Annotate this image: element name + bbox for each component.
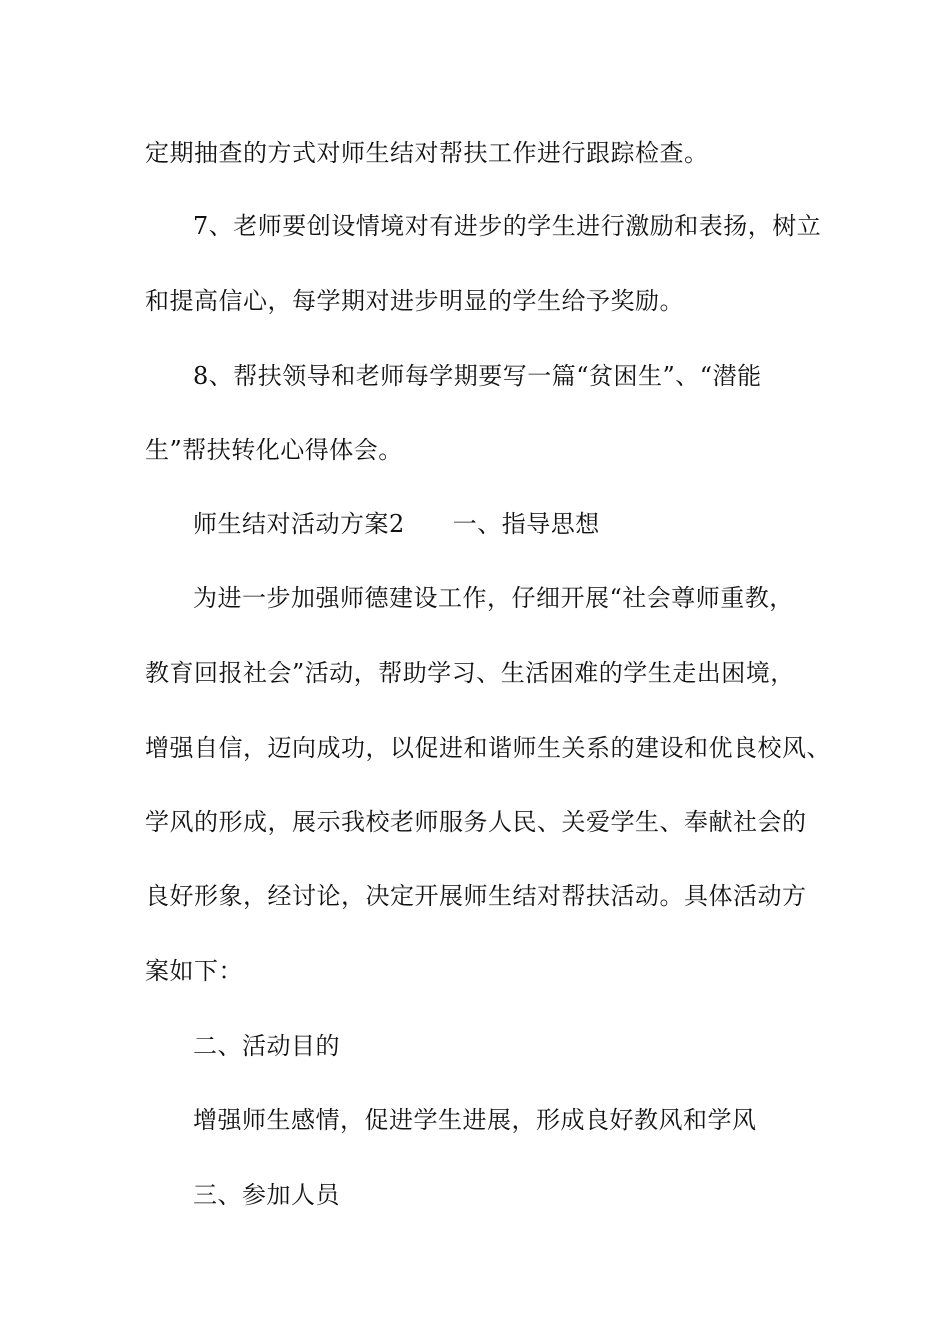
paragraph-line: 和提高信心，每学期对进步明显的学生给予奖励。 bbox=[145, 287, 684, 315]
paragraph-line: 为进一步加强师德建设工作，仔细开展“社会尊师重教， bbox=[193, 584, 794, 612]
document-title: 师生结对活动方案2 bbox=[193, 510, 405, 538]
section-heading: 三、参加人员 bbox=[193, 1181, 340, 1209]
section-heading bbox=[193, 508, 835, 540]
paragraph-line: 8、帮扶领导和老师每学期要写一篇“贫困生”、“潜能 bbox=[193, 362, 762, 390]
paragraph-line: 增强自信，迈向成功，以促进和谐师生关系的建设和优良校风、 bbox=[145, 734, 831, 762]
section-title: 一、指导思想 bbox=[452, 510, 600, 538]
paragraph-line: 教育回报社会”活动，帮助学习、生活困难的学生走出困境， bbox=[145, 659, 795, 687]
paragraph-line: 案如下： bbox=[145, 957, 243, 985]
paragraph-line: 增强师生感情，促进学生进展，形成良好教风和学风 bbox=[193, 1106, 757, 1134]
paragraph-line: 7、老师要创设情境对有进步的学生进行激励和表扬，树立 bbox=[193, 212, 822, 240]
section-heading: 二、活动目的 bbox=[193, 1032, 340, 1060]
paragraph-line: 生”帮扶转化心得体会。 bbox=[145, 436, 403, 464]
paragraph-line: 定期抽查的方式对师生结对帮扶工作进行跟踪检查。 bbox=[145, 139, 709, 167]
paragraph-line: 良好形象，经讨论，决定开展师生结对帮扶活动。具体活动方 bbox=[145, 882, 807, 910]
paragraph-line: 学风的形成，展示我校老师服务人民、关爱学生、奉献社会的 bbox=[145, 808, 807, 836]
